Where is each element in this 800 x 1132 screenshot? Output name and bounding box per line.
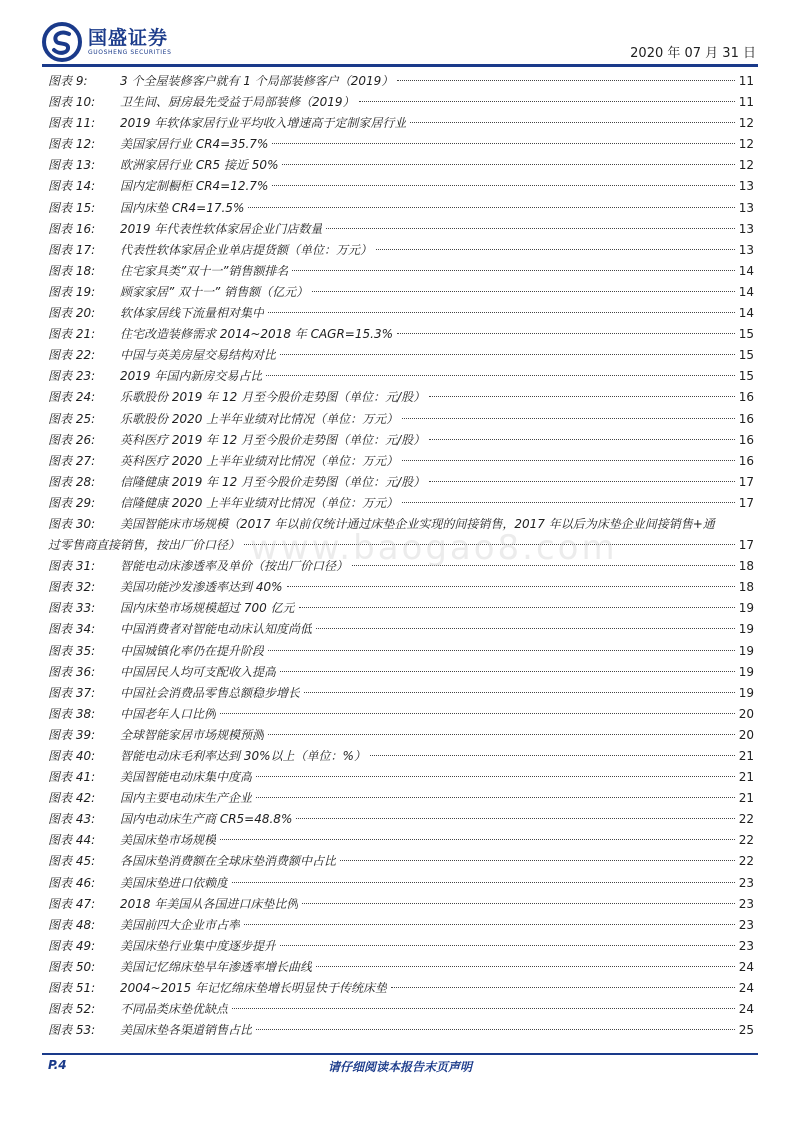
toc-entry[interactable] [48,873,754,894]
toc-leader [248,207,734,208]
toc-leader [287,586,735,587]
toc-page-number: 23 [738,917,754,932]
toc-leader [391,987,735,988]
toc-page-number: 19 [738,685,754,700]
toc-entry[interactable] [48,366,754,387]
toc-leader [272,143,734,144]
toc-label: 图表 23: [48,369,96,384]
toc-entry[interactable] [48,176,754,197]
toc-title: 美国床垫行业集中度逐步提升 [120,938,277,953]
toc-leader [316,966,735,967]
toc-entry[interactable] [48,746,754,767]
toc-page-number: 21 [738,749,754,763]
toc-page-number: 12 [738,158,754,173]
toc-label: 图表 39: [48,727,96,742]
toc-leader [268,734,735,735]
toc-page-number: 16 [738,432,754,447]
toc-entry[interactable] [48,472,754,493]
toc-label: 图表 50: [48,959,96,974]
toc-title: 2019 年软体家居行业平均收入增速高于定制家居行业 [120,116,407,131]
toc-title: 中国老年人口比例 [120,706,217,721]
toc-entry-wrapped[interactable] [48,514,754,556]
toc-leader [340,860,735,861]
toc-title: 美国前四大企业市占率 [120,917,241,932]
toc-title: 美国记忆绵床垫早年渗透率增长曲线 [120,959,313,974]
toc-page-number: 11 [738,74,754,88]
toc-title: 国内电动床生产商 CR5=48.8% [120,812,293,827]
toc-page-number: 20 [738,706,754,721]
toc-entry[interactable] [48,936,754,957]
toc-title: 乐歌股份 2020 上半年业绩对比情况（单位：万元） [120,411,399,426]
toc-label: 图表 34: [48,622,96,637]
toc-page-number: 17 [738,538,754,553]
toc-leader [304,692,735,693]
toc-page-number: 14 [738,306,754,321]
toc-page-number: 22 [738,854,754,869]
company-name-en: GUOSHENG SECURITIES [88,49,172,56]
toc-label: 图表 16: [48,221,96,236]
toc-label: 图表 31: [48,559,96,574]
toc-title: 中国社会消费品零售总额稳步增长 [120,685,301,700]
toc-leader [256,797,735,798]
report-date: 2020 年 07 月 31 日 [630,46,756,61]
toc-label: 图表 47: [48,896,96,911]
toc-page-number: 13 [738,179,754,194]
toc-label: 图表 52: [48,1002,96,1017]
toc-title: 软体家居线下流量相对集中 [120,306,265,321]
toc-page-number: 23 [738,896,754,911]
toc-title: 2018 年美国从各国进口床垫比例 [120,896,299,911]
toc-leader [397,333,735,334]
toc-page-number: 19 [738,622,754,637]
toc-title: 国内床垫 CR4=17.5% [120,200,245,215]
toc-leader [429,396,735,397]
toc-leader [410,122,734,123]
toc-label: 图表 49: [48,938,96,953]
toc-page-number: 23 [738,875,754,890]
toc-title: 美国智能电动床集中度高 [120,770,253,785]
toc-title: 国内床垫市场规模超过 700 亿元 [120,601,295,616]
toc-label: 图表 11: [48,116,96,131]
toc-page-number: 15 [738,369,754,384]
toc-leader [280,945,735,946]
toc-title: 代表性软体家居企业单店提货额（单位：万元） [120,242,373,257]
toc-label: 图表 28: [48,474,96,489]
disclaimer-note: 请仔细阅读本报告末页声明 [327,1060,472,1074]
toc-label: 图表 40: [48,749,96,763]
toc-label: 图表 32: [48,580,96,595]
toc-entry[interactable] [48,683,754,704]
toc-page-number: 11 [738,95,754,110]
toc-page-number: 18 [738,559,754,574]
toc-leader [376,249,735,250]
toc-entry[interactable] [48,577,754,598]
toc-label: 图表 26: [48,432,96,447]
toc-page-number: 24 [738,1002,754,1017]
toc-page-number: 20 [738,727,754,742]
toc-title: 中国城镇化率仍在提升阶段 [120,643,265,658]
toc-entry[interactable] [48,92,754,113]
toc-leader [220,839,735,840]
header-divider [42,64,758,67]
toc-leader [232,882,735,883]
toc-title: 中国居民人均可支配收入提高 [120,664,277,679]
toc-entry[interactable] [48,134,754,155]
toc-page-number: 12 [738,116,754,131]
toc-page-number: 12 [738,137,754,152]
toc-title: 国内主要电动床生产企业 [120,791,253,806]
toc-page-number: 19 [738,601,754,616]
footer-divider [42,1053,758,1055]
toc-page-number: 18 [738,580,754,595]
toc-leader [402,418,735,419]
toc-entry[interactable] [48,198,754,219]
toc-leader [244,544,735,545]
toc-title: 智能电动床毛利率达到 30%以上（单位：%） [120,749,366,763]
toc-title: 美国床垫各渠道销售占比 [120,1023,253,1038]
toc-entry[interactable] [48,767,754,788]
toc-label: 图表 33: [48,601,96,616]
toc-title: 智能电动床渗透率及单价（按出厂价口径） [120,559,349,574]
toc-page-number: 16 [738,411,754,426]
toc-title: 全球智能家居市场规模预测 [120,727,265,742]
toc-label: 图表 13: [48,158,96,173]
toc-entry[interactable] [48,809,754,830]
toc-title: 3 个全屋装修客户就有 1 个局部装修客户（2019） [120,74,394,88]
toc-title: 顾家家居” 双十一” 销售额（亿元） [120,284,309,299]
toc-leader [352,565,735,566]
toc-label: 图表 9: [48,74,88,88]
watermark: www.baogao8.com [250,528,618,568]
toc-entry[interactable] [48,493,754,514]
toc-entry[interactable] [48,303,754,324]
toc-label: 图表 38: [48,706,96,721]
toc-page-number: 13 [738,221,754,236]
company-logo [42,22,171,62]
toc-page-number: 21 [738,791,754,806]
toc-leader [268,650,735,651]
toc-entry[interactable] [48,788,754,809]
toc-title: 住宅家具类”双十一”销售额排名 [120,263,289,278]
toc-title: 美国家居行业 CR4=35.7% [120,137,269,152]
toc-leader [266,375,734,376]
toc-entry[interactable] [48,957,754,978]
toc-label: 图表 41: [48,770,96,785]
toc-leader [397,80,734,81]
toc-label: 图表 14: [48,179,96,194]
toc-label: 图表 22: [48,348,96,363]
toc-leader [232,1008,735,1009]
toc-label: 图表 37: [48,685,96,700]
toc-entry[interactable] [48,261,754,282]
toc-label: 图表 21: [48,327,96,342]
toc-title-line2: 过零售商直接销售，按出厂价口径） [48,538,241,553]
toc-title-line1: 美国智能床市场规模（2017 年以前仅统计通过床垫企业实现的间接销售，2017 年以后为床垫企业间接销售+通 [120,516,715,531]
toc-page-number: 16 [738,390,754,405]
toc-title: 中国消费者对智能电动床认知度尚低 [120,622,313,637]
toc-leader [244,924,735,925]
toc-label: 图表 20: [48,306,96,321]
toc-title: 2019 年国内新房交易占比 [120,369,263,384]
toc-page-number: 16 [738,453,754,468]
toc-title: 2019 年代表性软体家居企业门店数量 [120,221,323,236]
toc-leader [429,439,735,440]
toc-entry[interactable] [48,641,754,662]
toc-page-number: 15 [738,327,754,342]
toc-label: 图表 18: [48,263,96,278]
toc-label: 图表 45: [48,854,96,869]
toc-entry[interactable] [48,71,754,92]
toc-leader [402,460,735,461]
toc-leader [280,671,735,672]
toc-page-number: 23 [738,938,754,953]
toc-entry[interactable] [48,451,754,472]
toc-title: 信隆健康 2019 年 12 月至今股价走势图（单位：元/股） [120,474,426,489]
toc-leader [402,502,735,503]
toc-label: 图表 25: [48,411,96,426]
toc-leader [370,755,735,756]
toc-label: 图表 44: [48,833,96,848]
toc-title: 2004~2015 年记忆绵床垫增长明显快于传统床垫 [120,981,387,996]
toc-leader [268,312,735,313]
toc-entry[interactable] [48,662,754,683]
toc-entry[interactable] [48,556,754,577]
toc-leader [280,354,735,355]
toc-label: 图表 53: [48,1023,96,1038]
toc-title: 美国床垫市场规模 [120,833,217,848]
toc-entry[interactable] [48,1020,754,1041]
toc-label: 图表 12: [48,137,96,152]
toc-label: 图表 10: [48,95,96,110]
toc-leader [256,1029,735,1030]
toc-page-number: 15 [738,348,754,363]
toc-entry[interactable] [48,894,754,915]
toc-title: 各国床垫消费额在全球床垫消费额中占比 [120,854,337,869]
toc-entry[interactable] [48,282,754,303]
toc-entry[interactable] [48,345,754,366]
toc-entry[interactable] [48,598,754,619]
toc-entry[interactable] [48,409,754,430]
toc-entry[interactable] [48,240,754,261]
toc-entry[interactable] [48,324,754,345]
toc-leader [256,776,735,777]
toc-label: 图表 42: [48,791,96,806]
toc-entry[interactable] [48,830,754,851]
toc-leader [282,164,734,165]
toc-leader [220,713,735,714]
toc-label: 图表 30: [48,516,96,531]
toc-page-number: 21 [738,770,754,785]
toc-entry[interactable] [48,851,754,872]
toc-leader [292,270,734,271]
toc-label: 图表 46: [48,875,96,890]
toc-page-number: 24 [738,981,754,996]
toc-title: 美国床垫进口依赖度 [120,875,229,890]
toc-title: 美国功能沙发渗透率达到 40% [120,580,283,595]
toc-leader [312,291,735,292]
guosheng-logo-icon [42,22,82,62]
toc-title: 国内定制橱柜 CR4=12.7% [120,179,269,194]
toc-entry[interactable] [48,219,754,240]
toc-leader [316,628,735,629]
toc-title: 住宅改造装修需求 2014~2018 年 CAGR=15.3% [120,327,393,342]
toc-leader [296,818,734,819]
company-name-cn: 国盛证券 [88,27,169,49]
toc-label: 图表 24: [48,390,96,405]
toc-title: 英科医疗 2019 年 12 月至今股价走势图（单位：元/股） [120,432,426,447]
toc-leader [429,481,735,482]
toc-label: 图表 36: [48,664,96,679]
toc-label: 图表 51: [48,981,96,996]
toc-label: 图表 43: [48,812,96,827]
toc-page-number: 22 [738,812,754,827]
toc-title: 英科医疗 2020 上半年业绩对比情况（单位：万元） [120,453,399,468]
toc-leader [302,903,734,904]
toc-page-number: 19 [738,664,754,679]
toc-page-number: 24 [738,959,754,974]
toc-label: 图表 48: [48,917,96,932]
toc-title: 卫生间、厨房最先受益于局部装修（2019） [120,95,355,110]
toc-entry[interactable] [48,915,754,936]
toc-leader [359,101,735,102]
toc-page-number: 22 [738,833,754,848]
page-header [42,20,758,64]
toc-entry[interactable] [48,113,754,134]
toc-title: 欧洲家居行业 CR5 接近 50% [120,158,279,173]
toc-label: 图表 19: [48,284,96,299]
toc-title: 中国与英美房屋交易结构对比 [120,348,277,363]
toc-entry[interactable] [48,387,754,408]
toc-label: 图表 35: [48,643,96,658]
table-of-figures [48,71,754,1041]
toc-title: 不同品类床垫优缺点 [120,1002,229,1017]
toc-label: 图表 17: [48,242,96,257]
toc-page-number: 13 [738,200,754,215]
toc-label: 图表 29: [48,495,96,510]
toc-page-number: 17 [738,474,754,489]
toc-entry[interactable] [48,978,754,999]
toc-title: 乐歌股份 2019 年 12 月至今股价走势图（单位：元/股） [120,390,426,405]
toc-leader [272,185,734,186]
toc-label: 图表 27: [48,453,96,468]
toc-page-number: 19 [738,643,754,658]
page-number: P.4 [48,1058,67,1072]
toc-label: 图表 15: [48,200,96,215]
toc-page-number: 17 [738,495,754,510]
toc-leader [299,607,735,608]
toc-entry[interactable] [48,155,754,176]
toc-page-number: 14 [738,284,754,299]
toc-entry[interactable] [48,619,754,640]
toc-entry[interactable] [48,999,754,1020]
toc-entry[interactable] [48,430,754,451]
toc-entry[interactable] [48,704,754,725]
toc-page-number: 13 [738,242,754,257]
toc-leader [326,228,734,229]
toc-entry[interactable] [48,725,754,746]
toc-title: 信隆健康 2020 上半年业绩对比情况（单位：万元） [120,495,399,510]
toc-page-number: 14 [738,263,754,278]
toc-page-number: 25 [738,1023,754,1038]
